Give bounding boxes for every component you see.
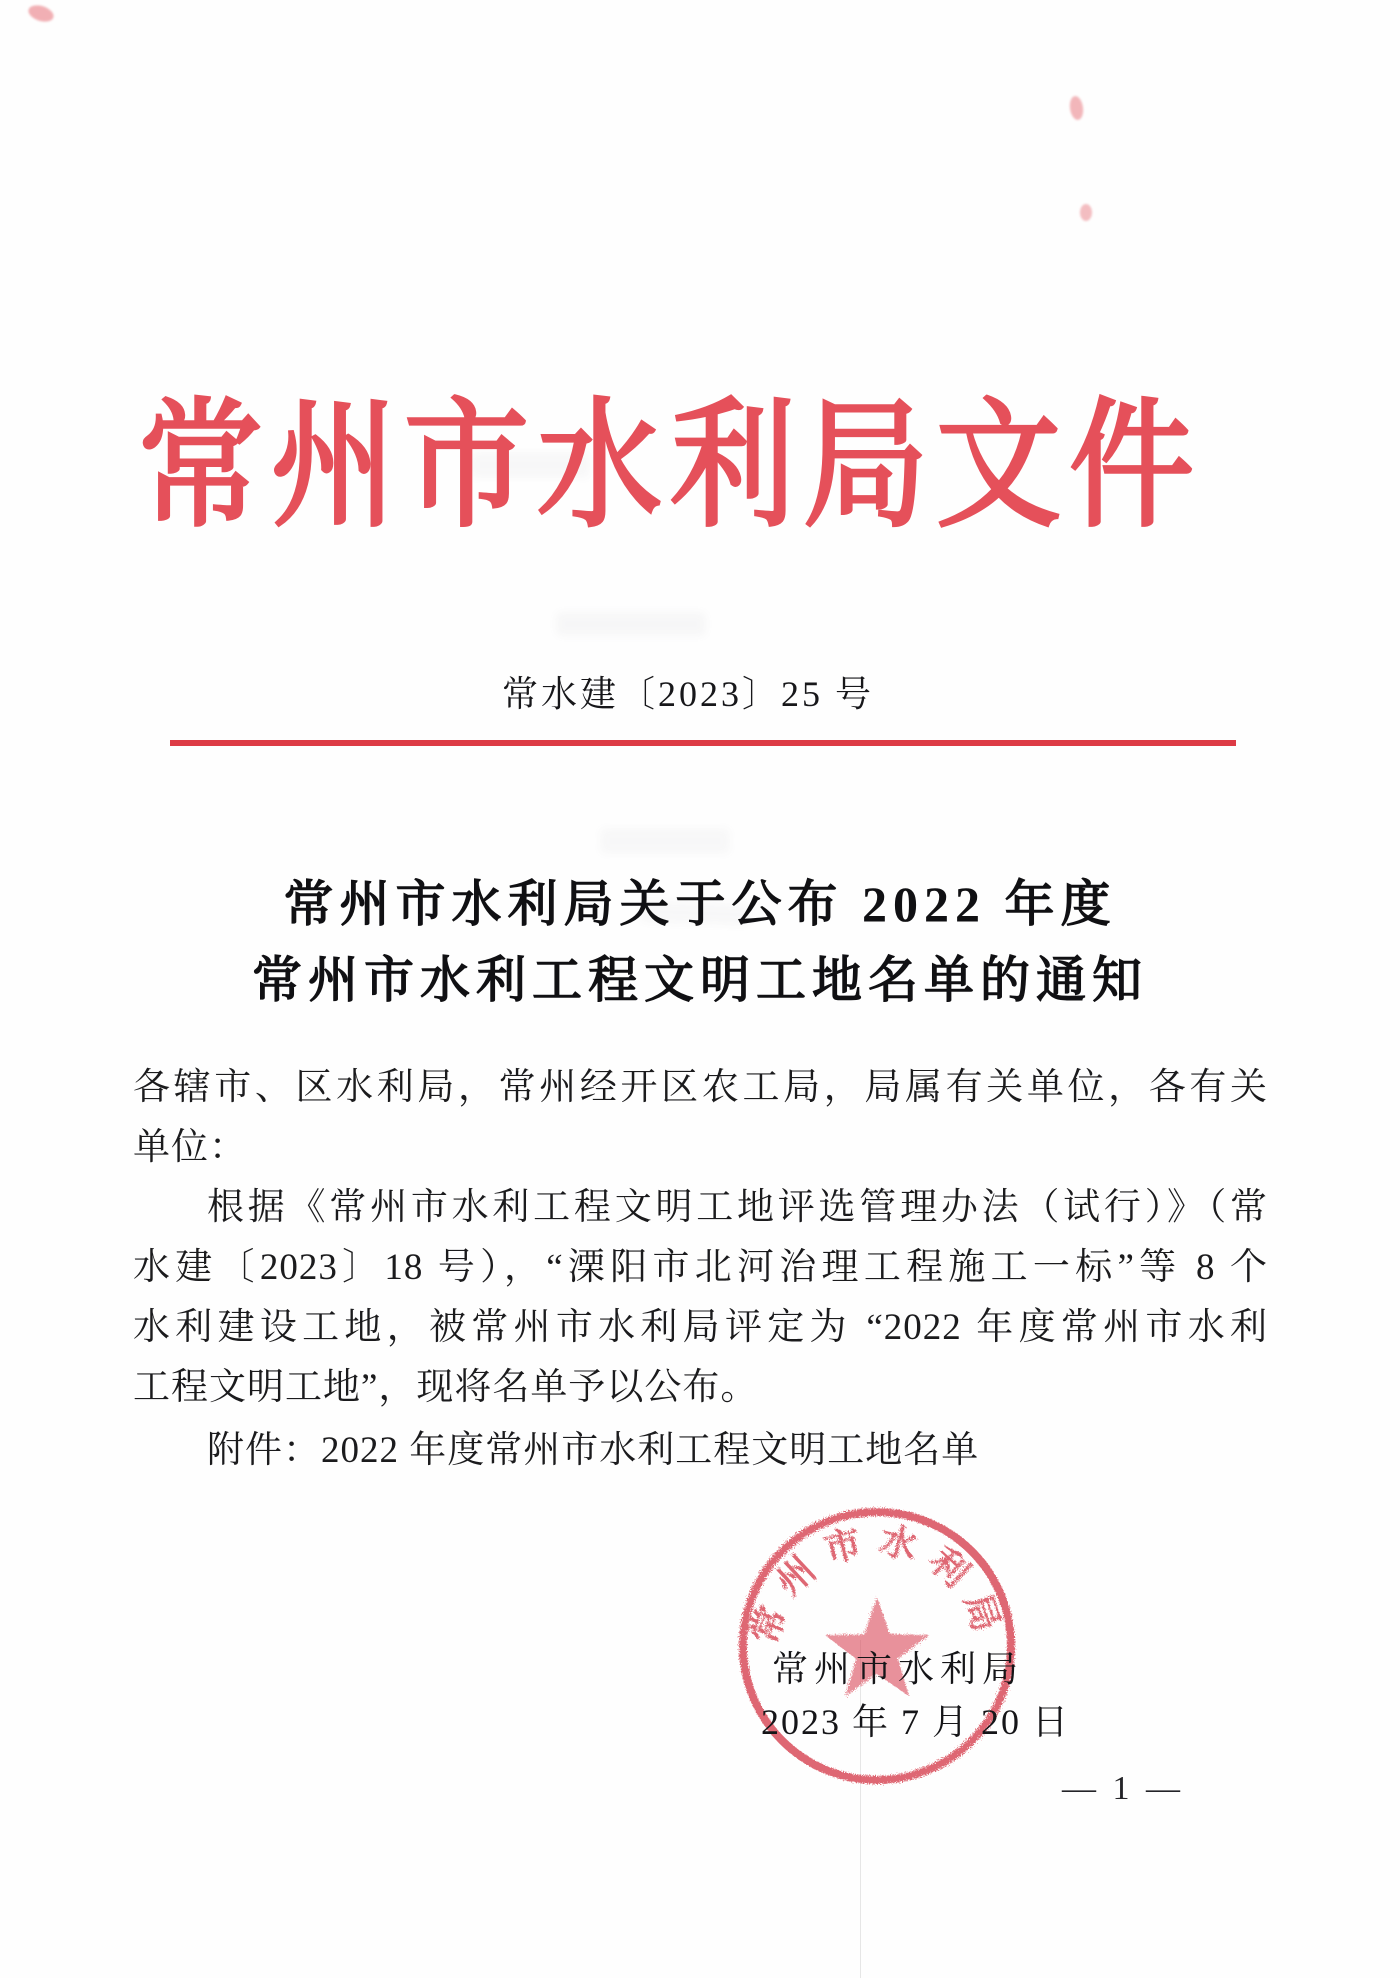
letterhead-banner (0, 388, 1370, 548)
page-number: — 1 — (1062, 1770, 1184, 1807)
scan-artifact (26, 2, 55, 24)
document-body (133, 1058, 1268, 1418)
scan-artifact (1080, 204, 1092, 221)
body-line: 各辖市、区水利局，常州经开区农工局，局属有关单位，各有关 (133, 1067, 1268, 1108)
letterhead-banner-text: 常州市水利局文件 (138, 390, 1202, 546)
body-line: 水利建设工地，被常州市水利局评定为 “2022 年度常州市水利 (133, 1307, 1268, 1348)
body-line: 工程文明工地”，现将名单予以公布。 (133, 1367, 759, 1408)
body-line: 根据《常州市水利工程文明工地评选管理办法（试行）》（常 (207, 1187, 1268, 1228)
attachment-line: 附件：2022 年度常州市水利工程文明工地名单 (207, 1430, 980, 1471)
red-divider-line (170, 740, 1236, 746)
scan-artifact (1068, 95, 1084, 121)
document-number: 常水建〔2023〕25 号 (501, 674, 874, 714)
signature-organization: 常州市水利局 (772, 1649, 1025, 1689)
bleed-through-ghost (556, 612, 706, 636)
body-line: 水建〔2023〕18 号），“溧阳市北河治理工程施工一标”等 8 个 (133, 1247, 1268, 1288)
bleed-through-ghost (600, 828, 730, 854)
body-line: 单位： (133, 1127, 247, 1168)
document-title-line2: 常州市水利工程文明工地名单的通知 (252, 952, 1148, 1008)
document-title (0, 866, 1400, 1018)
document-title-line1: 常州市水利局关于公布 2022 年度 (283, 876, 1117, 932)
seal-arc-text: 常州市水利局 (743, 1519, 1011, 1650)
signature-date: 2023 年 7 月 20 日 (761, 1702, 1071, 1742)
